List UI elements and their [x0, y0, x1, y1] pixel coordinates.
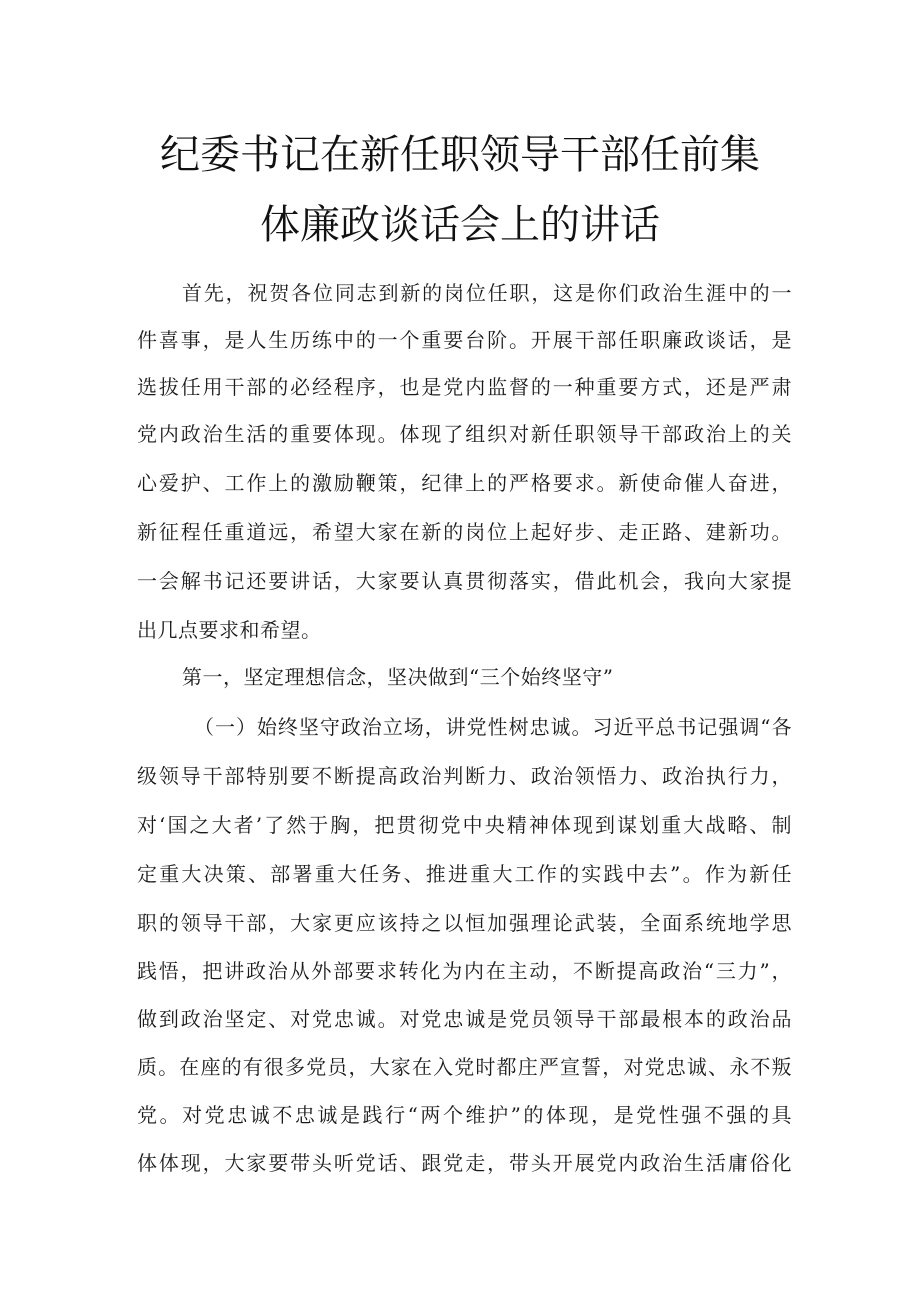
section-heading: 第一，坚定理想信念，坚决做到“三个始终坚守” [182, 665, 614, 689]
document-title-line-1: 纪委书记在新任职领导干部任前集 [160, 132, 760, 178]
paragraph-2-line: 定重大决策、部署重大任务、推进重大工作的实践中去”。作为新任 [137, 862, 792, 886]
paragraph-1-line: 心爱护、工作上的激励鞭策，纪律上的严格要求。新使命催人奋进， [137, 471, 792, 495]
paragraph-1-line: 件喜事，是人生历练中的一个重要台阶。开展干部任职廉政谈话，是 [137, 328, 792, 352]
paragraph-1-line: 党内政治生活的重要体现。体现了组织对新任职领导干部政治上的关 [137, 422, 792, 446]
paragraph-1-line: 首先，祝贺各位同志到新的岗位任职，这是你们政治生涯中的一 [182, 281, 792, 305]
paragraph-2-line: 党。对党忠诚不忠诚是践行“两个维护”的体现，是党性强不强的具 [137, 1103, 792, 1127]
paragraph-1-line: 新征程任重道远，希望大家在新的岗位上起好步、走正路、建新功。 [137, 520, 792, 544]
paragraph-2-line: 质。在座的有很多党员，大家在入党时都庄严宣誓，对党忠诚、永不叛 [137, 1055, 792, 1079]
paragraph-2-line: 级领导干部特别要不断提高政治判断力、政治领悟力、政治执行力， [137, 764, 792, 788]
paragraph-1-line: 选拔任用干部的必经程序，也是党内监督的一种重要方式，还是严肃 [137, 375, 792, 399]
paragraph-1-line: 一会解书记还要讲话，大家要认真贯彻落实，借此机会，我向大家提 [137, 569, 792, 593]
document-title-line-2: 体廉政谈话会上的讲话 [260, 202, 660, 248]
paragraph-2-line: （一）始终坚守政治立场，讲党性树忠诚。习近平总书记强调“各 [194, 715, 792, 739]
paragraph-1-line: 出几点要求和希望。 [137, 618, 322, 642]
paragraph-2-line: 职的领导干部，大家更应该持之以恒加强理论武装，全面系统地学思 [137, 911, 792, 935]
paragraph-2-line: 对‘国之大者’了然于胸，把贯彻党中央精神体现到谋划重大战略、制 [137, 813, 792, 837]
paragraph-2-line: 做到政治坚定、对党忠诚。对党忠诚是党员领导干部最根本的政治品 [137, 1007, 792, 1031]
paragraph-2-line: 体体现，大家要带头听党话、跟党走，带头开展党内政治生活庸俗化 [137, 1151, 792, 1175]
paragraph-2-line: 践悟，把讲政治从外部要求转化为内在主动，不断提高政治“三力”， [137, 959, 792, 983]
